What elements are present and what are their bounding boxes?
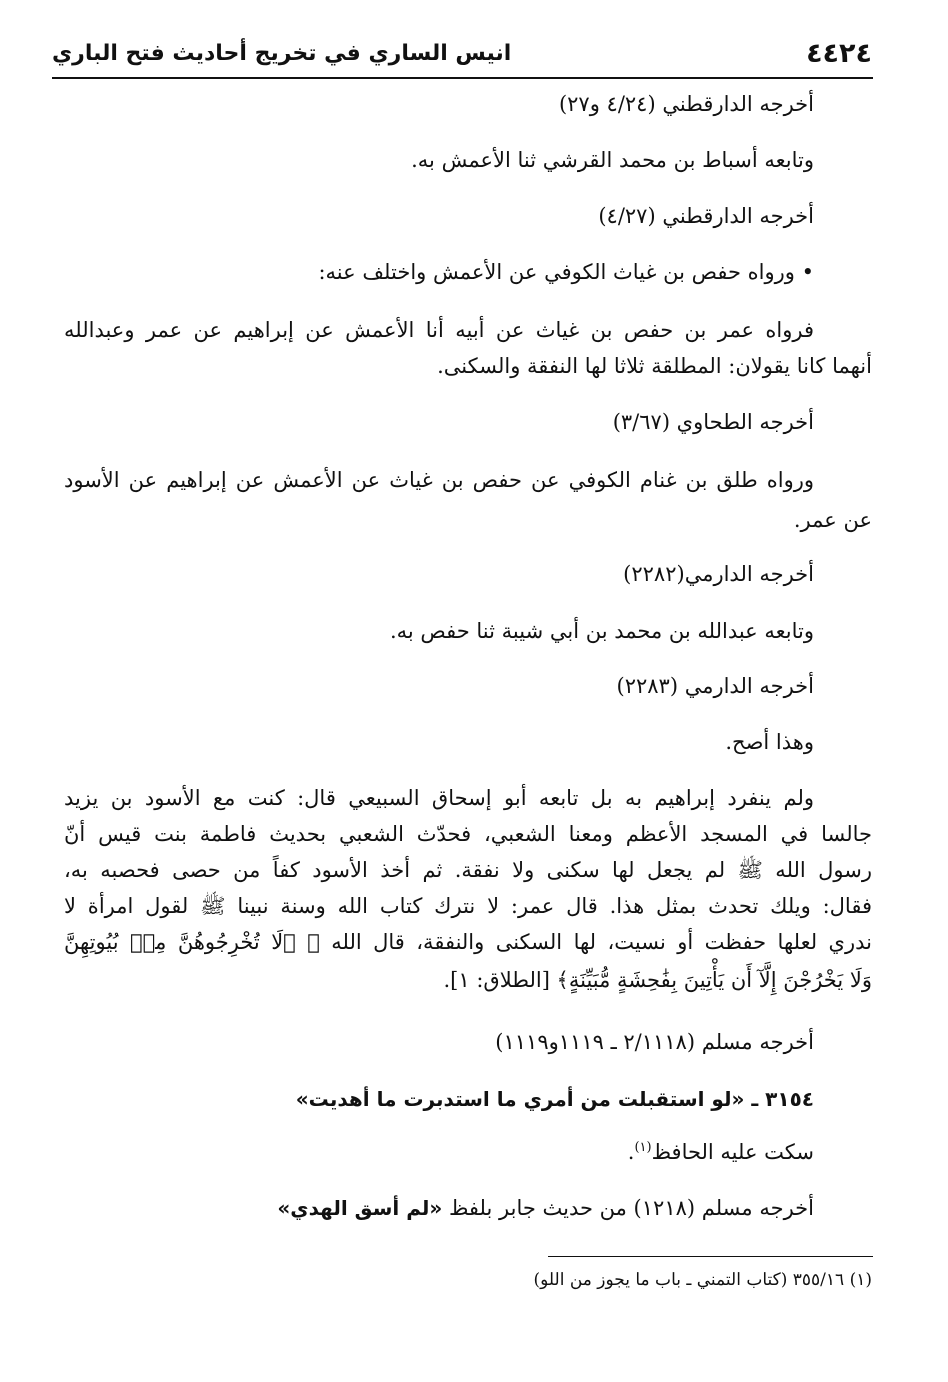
text-line: وتابعه أسباط بن محمد القرشي ثنا الأعمش به.: [411, 148, 814, 172]
footnote: (١) ٣٥٥/١٦ (كتاب التمني ـ باب ما يجوز من اللو): [533, 1270, 872, 1290]
text-line: ولم ينفرد إبراهيم به بل تابعه أبو إسحاق السبيعي قال: كنت مع الأسود بن يزيد: [64, 786, 814, 810]
takhrij-prefix: أخرجه مسلم (١٢١٨) من حديث جابر بلفظ: [442, 1196, 814, 1220]
text-line: أنهما كانا يقولان: المطلقة ثلاثا لها النفقة والسكنى.: [437, 354, 872, 378]
running-title: انيس الساري في تخريج أحاديث فتح الباري: [52, 41, 512, 66]
text-line: أخرجه الطحاوي (٣/٦٧): [612, 410, 814, 434]
page-number: ٤٤٢٤: [806, 38, 872, 69]
text-line: جالسا في المسجد الأعظم ومعنا الشعبي، فحدّث الشعبي بحديث فاطمة بنت قيس أنّ: [64, 822, 872, 846]
text-line: وتابعه عبدالله بن محمد بن أبي شيبة ثنا حفص به.: [389, 619, 814, 643]
text-line: ندري لعلها حفظت أو نسيت، لها السكنى والنفقة، قال الله ﷻ ﴿لَا تُخْرِجُوهُنَّ مِنۢ بُيُوتِهِنَّ: [64, 930, 872, 954]
hadith-comment: [628, 1136, 814, 1169]
text-line: وهذا أصح.: [725, 730, 814, 754]
text-line: • ورواه حفص بن غياث الكوفي عن الأعمش واختلف عنه:: [318, 260, 814, 284]
hadith-comment-end: .: [627, 1140, 635, 1164]
text-line: ورواه طلق بن غنام الكوفي عن حفص بن غياث عن الأعمش عن إبراهيم عن الأسود: [64, 468, 814, 492]
text-line: فرواه عمر بن حفص بن غياث عن أبيه أنا الأعمش عن إبراهيم عن عمر وعبدالله: [64, 318, 814, 342]
text-line: أخرجه الدارقطني (٤/٢٧): [598, 204, 814, 228]
text-line: فقال: ويلك تحدث بمثل هذا. قال عمر: لا نترك كتاب الله وسنة نبينا ﷺ لقول امرأة لا: [64, 894, 872, 918]
footnote-marker: (١): [634, 1140, 652, 1155]
text-line: رسول الله ﷺ لم يجعل لها سكنى ولا نفقة. ثم أخذ الأسود كفاً من حصى فحصبه به،: [64, 858, 872, 882]
hadith-heading: ٣١٥٤ ـ «لو استقبلت من أمري ما استدبرت ما أهديت»: [295, 1087, 814, 1111]
text-line: عن عمر.: [793, 508, 872, 532]
footnote-rule: [548, 1256, 873, 1257]
hadith-comment-text: سكت عليه الحافظ: [651, 1140, 814, 1164]
header-rule: [52, 77, 873, 79]
text-line: أخرجه الدارمي (٢٢٨٣): [616, 674, 814, 698]
text-line: وَلَا يَخْرُجْنَ إِلَّآ أَن يَأْتِينَ بِفَٰحِشَةٍ مُّبَيِّنَةٍ﴾ [الطلاق: ١].: [443, 968, 872, 992]
text-line: أخرجه مسلم (٢/١١١٨ ـ ١١١٩و١١١٩): [495, 1030, 814, 1054]
takhrij-phrase: «لم أسق الهدي»: [277, 1196, 443, 1220]
hadith-takhrij: [277, 1192, 814, 1225]
text-line: أخرجه الدارقطني (٤/٢٤ و٢٧): [558, 92, 814, 116]
text-line: أخرجه الدارمي(٢٢٨٢): [623, 562, 814, 586]
page-header: [52, 36, 872, 78]
